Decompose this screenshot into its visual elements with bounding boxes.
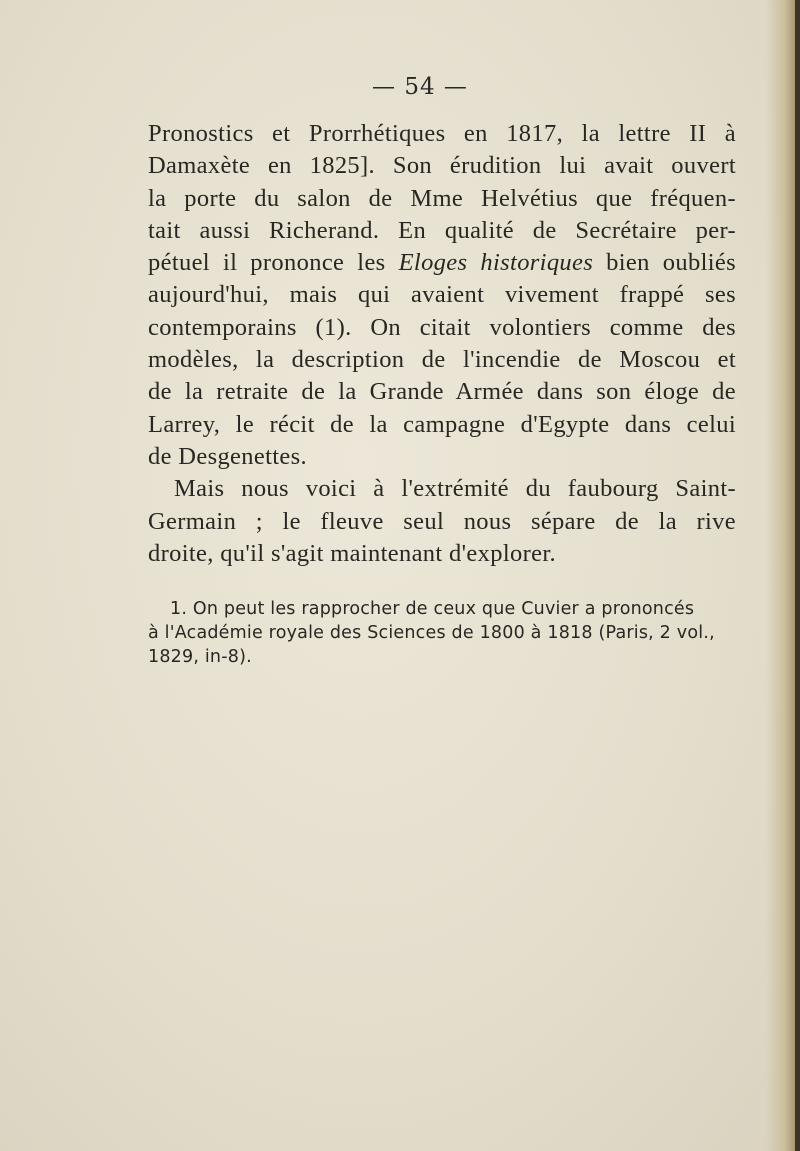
body-line: contemporains (1). On citait volontiers comme des (148, 313, 736, 341)
paragraph-start-line: Mais nous voici à l'extrémité du faubourg Saint- (174, 475, 736, 503)
body-line: Damaxète en 1825]. Son érudition lui avait ouvert (148, 152, 736, 180)
body-line: aujourd'hui, mais qui avaient vivement frappé ses (148, 281, 736, 309)
body-line: de la retraite de la Grande Armée dans son éloge de (148, 378, 736, 406)
body-line: Pronostics et Prorrhétiques en 1817, la lettre II à (148, 120, 736, 147)
body-line: la porte du salon de Mme Helvétius que fréquen- (148, 184, 736, 212)
body-line-with-title (148, 247, 736, 279)
book-title-italic: Eloges historiques (398, 249, 594, 277)
footnote-line: 1. On peut les rapprocher de ceux que Cuvier a prononcés (170, 599, 695, 619)
body-line: tait aussi Richerand. En qualité de Secrétaire per- (148, 216, 736, 244)
body-line: Germain ; le fleuve seul nous sépare de la rive (148, 507, 736, 535)
body-line: droite, qu'il s'agit maintenant d'explorer. (148, 539, 556, 567)
footnote-line: 1829, in-8). (148, 647, 252, 667)
page-edge (795, 0, 800, 1151)
body-line-part: bien oubliés (606, 249, 736, 277)
footnote-line: à l'Académie royale des Sciences de 1800 à 1818 (Paris, 2 vol., (148, 623, 715, 643)
page-number: — 54 — (372, 74, 468, 100)
body-line: Larrey, le récit de la campagne d'Egypte dans celui (148, 410, 736, 438)
footnote (148, 597, 748, 669)
body-line: modèles, la description de l'incendie de Moscou et (148, 346, 736, 374)
body-line-part: pétuel il prononce les (148, 249, 386, 277)
body-line: de Desgenettes. (148, 442, 307, 470)
body-text (148, 118, 736, 570)
